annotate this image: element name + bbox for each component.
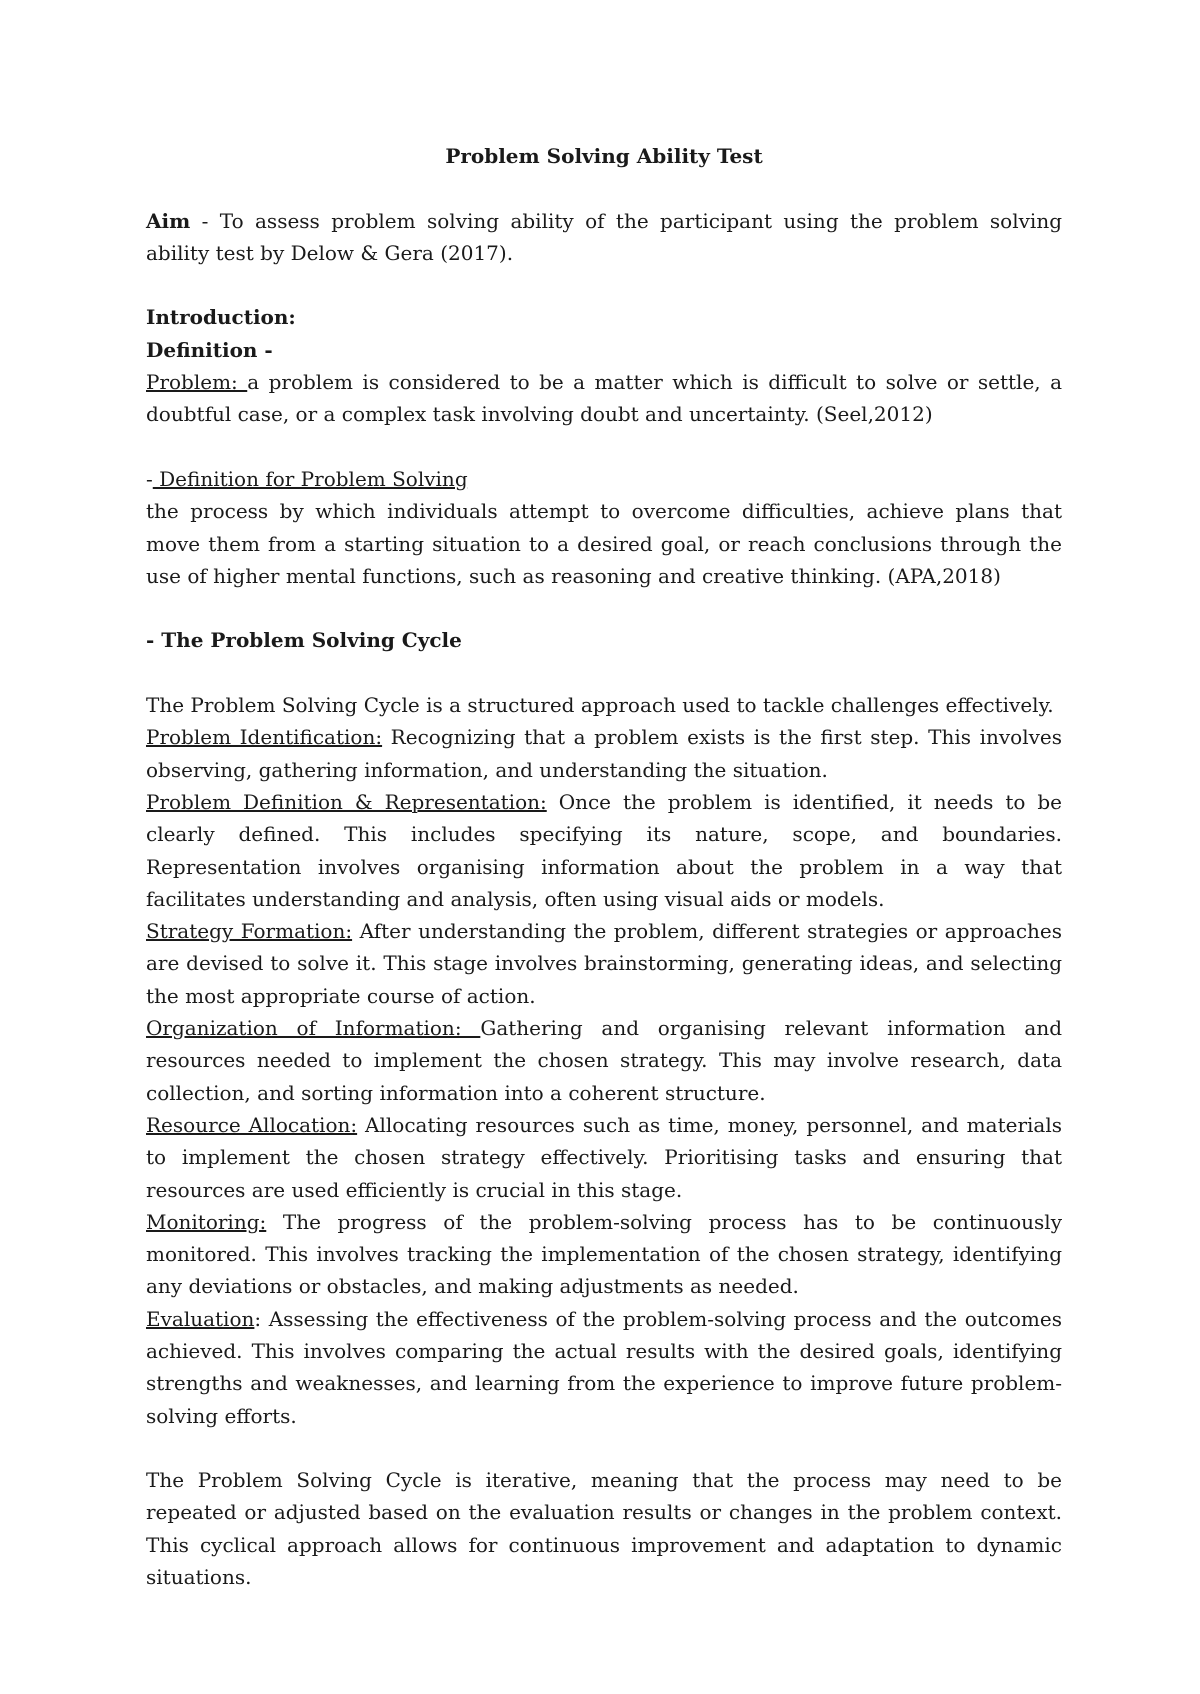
step-monitoring (146, 1206, 1062, 1303)
step-organization-of-information (146, 1012, 1062, 1109)
spacer (146, 431, 1062, 463)
document-page (146, 140, 1062, 1593)
document-title: Problem Solving Ability Test (445, 144, 763, 168)
step-term: Problem Definition & Representation: (146, 789, 547, 814)
cycle-conclusion: The Problem Solving Cycle is iterative, meaning that the process may need to be repeated or adjusted based on the evaluation results or changes in the problem context. This cyclical approach allows for continuous improvement and adaptation to dynamic situations. (146, 1468, 1062, 1590)
problem-definition-text: a problem is considered to be a matter which is difficult to solve or settle, a doubtful case, or a complex task involving doubt and uncertainty. (Seel,2012) (146, 370, 1062, 427)
cycle-heading: - The Problem Solving Cycle (146, 628, 462, 653)
definition-heading: Definition - (146, 337, 273, 362)
step-text: Allocating resources such as time, money, personnel, and materials to implement the chosen strategy effectively. Prioritising tasks and ensuring that resources are used efficiently is crucial in this stage. (146, 1112, 1062, 1202)
step-text: After understanding the problem, different strategies or approaches are devised to solve it. This stage involves brainstorming, generating ideas, and selecting the most appropriate course of action. (146, 919, 1063, 1008)
step-text: : Assessing the effectiveness of the problem-solving process and the outcomes achieved. This involves comparing the actual results with the desired goals, identifying strengths and weaknesses, and learning from the experience to improve future problem-solving efforts. (146, 1306, 1062, 1428)
step-resource-allocation (146, 1109, 1062, 1206)
step-term: Organization of Information: (146, 1016, 481, 1041)
spacer (146, 269, 1062, 301)
step-text: Once the problem is identified, it needs to be clearly defined. This includes specifying its nature, scope, and boundaries. Representation involves organising information about the problem in a way that facilitates understanding and analysis, often using visual aids or models. (146, 789, 1062, 911)
step-problem-identification (146, 721, 1062, 786)
step-text: Recognizing that a problem exists is the first step. This involves observing, gathering information, and understanding the situation. (146, 725, 1062, 782)
step-term: Evaluation (146, 1306, 255, 1331)
cycle-intro: The Problem Solving Cycle is a structured approach used to tackle challenges effectively. (146, 693, 1054, 718)
problem-solving-definition-heading (146, 463, 1062, 495)
step-text: The progress of the problem-solving process has to be continuously monitored. This involves tracking the implementation of the chosen strategy, identifying any deviations or obstacles, and making adjustments as needed. (146, 1209, 1062, 1299)
step-text: Gathering and organising relevant information and resources needed to implement the chosen strategy. This may involve research, data collection, and sorting information into a coherent structure. (146, 1016, 1063, 1105)
problem-definition-paragraph (146, 366, 1062, 431)
step-term: Monitoring: (146, 1209, 267, 1234)
step-term: Problem Identification: (146, 725, 383, 750)
problem-solving-definition-text: the process by which individuals attempt to overcome difficulties, achieve plans that move them from a starting situation to a desired goal, or reach conclusions through the use of higher mental functions, such as reasoning and creative thinking. (APA,2018) (146, 499, 1062, 588)
introduction-heading: Introduction: (146, 305, 296, 330)
step-problem-definition (146, 786, 1062, 915)
step-term: Resource Allocation: (146, 1112, 358, 1137)
problem-term: Problem: (146, 370, 248, 395)
step-evaluation (146, 1303, 1062, 1432)
cycle-steps (146, 721, 1062, 1432)
aim-paragraph (146, 205, 1062, 270)
dash: - (146, 466, 153, 491)
aim-label: Aim (146, 208, 191, 233)
problem-solving-heading-text: Definition for Problem Solving (152, 466, 468, 491)
spacer (146, 657, 1062, 689)
spacer (146, 172, 1062, 204)
step-strategy-formation (146, 915, 1062, 1012)
spacer (146, 592, 1062, 624)
step-term: Strategy Formation: (146, 919, 353, 944)
spacer (146, 1432, 1062, 1464)
aim-text: - To assess problem solving ability of the participant using the problem solving ability test by Delow & Gera (2017). (146, 208, 1062, 265)
